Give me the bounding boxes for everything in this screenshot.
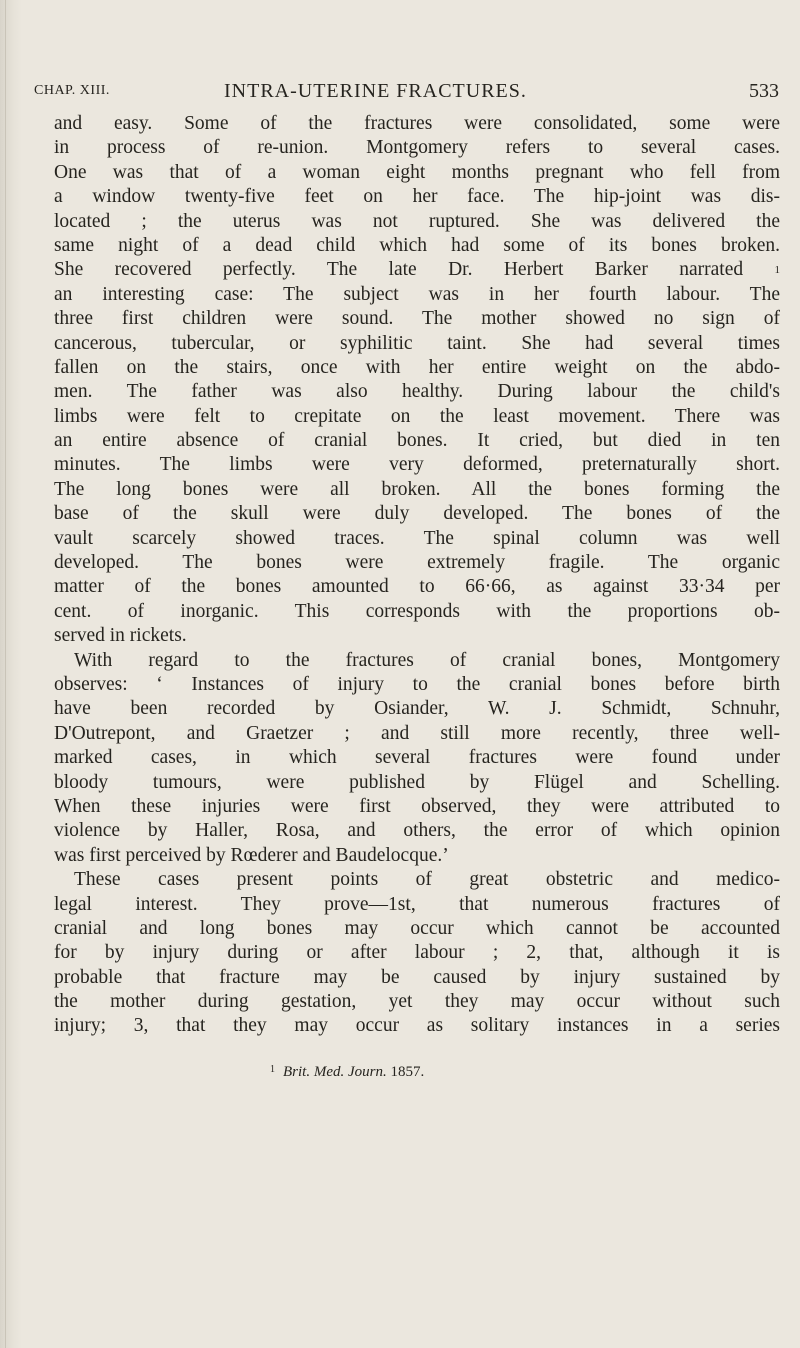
footnote-source: Brit. Med. Journ. (283, 1064, 387, 1080)
text-line: marked cases, in which several fractures were found under (54, 747, 780, 769)
text-line: matter of the bones amounted to 66·66, as against 33·34 per (54, 576, 780, 598)
text-line: bloody tumours, were published by Flügel and Schelling. (54, 771, 780, 793)
paragraph-start-line: These cases present points of great obstetric and medico- (74, 869, 780, 891)
text-line: three first children were sound. The mother showed no sign of (54, 308, 780, 330)
running-header (34, 80, 779, 106)
page-number: 533 (749, 80, 779, 102)
text-line: fallen on the stairs, once with her entire weight on the abdo- (54, 356, 780, 378)
body-text (54, 112, 780, 1039)
text-line: have been recorded by Osiander, W. J. Schmidt, Schnuhr, (54, 698, 780, 720)
text-line: for by injury during or after labour ; 2, that, although it is (54, 942, 780, 964)
text-line: men. The father was also healthy. During labour the child's (54, 381, 780, 403)
text-line: in process of re-union. Montgomery refers to several cases. (54, 137, 780, 159)
text-line: was first perceived by Rœderer and Baudelocque.’ (54, 844, 449, 866)
text-line: legal interest. They prove—1st, that numerous fractures of (54, 893, 780, 915)
text-line: cancerous, tubercular, or syphilitic taint. She had several times (54, 332, 780, 354)
footnote-year: 1857. (390, 1064, 425, 1080)
text-line: same night of a dead child which had some of its bones broken. (54, 234, 780, 256)
text-line: an entire absence of cranial bones. It cried, but died in ten (54, 430, 780, 452)
text-line: minutes. The limbs were very deformed, preternaturally short. (54, 454, 780, 476)
text-line: developed. The bones were extremely fragile. The organic (54, 552, 780, 574)
text-line: limbs were felt to crepitate on the least movement. There was (54, 405, 780, 427)
text-line: cent. of inorganic. This corresponds with the proportions ob- (54, 600, 780, 622)
page-edge-line (5, 0, 6, 1348)
chapter-label: CHAP. XIII. (34, 83, 110, 98)
text-line: observes: ‘ Instances of injury to the cranial bones before birth (54, 673, 780, 695)
page-binding-edge (0, 0, 22, 1348)
text-line: and easy. Some of the fractures were consolidated, some were (54, 113, 780, 134)
text-line: violence by Haller, Rosa, and others, the error of which opinion (54, 820, 780, 842)
text-line: a window twenty-five feet on her face. The hip-joint was dis- (54, 186, 780, 208)
text-line: served in rickets. (54, 625, 187, 647)
text-line: When these injuries were first observed, they were attributed to (54, 795, 780, 817)
footnote-marker: 1 (270, 1064, 275, 1075)
text-line: The long bones were all broken. All the bones forming the (54, 478, 780, 500)
running-title: INTRA-UTERINE FRACTURES. (224, 80, 527, 102)
footnote (270, 1064, 424, 1081)
text-line: vault scarcely showed traces. The spinal column was well (54, 527, 780, 549)
text-line: located ; the uterus was not ruptured. She was delivered the (54, 210, 780, 232)
text-line: injury; 3, that they may occur as solitary instances in a series (54, 1015, 780, 1037)
text-line: base of the skull were duly developed. The bones of the (54, 503, 780, 525)
paragraph-start-line: With regard to the fractures of cranial bones, Montgomery (74, 649, 780, 671)
text-line: probable that fracture may be caused by injury sustained by (54, 966, 780, 988)
footnote-reference: 1 (774, 264, 781, 277)
text-line: cranial and long bones may occur which cannot be accounted (54, 917, 780, 939)
text-line: D'Outrepont, and Graetzer ; and still more recently, three well- (54, 722, 780, 744)
text-line-content: She recovered perfectly. The late Dr. Herbert Barker narrated (54, 259, 744, 281)
text-line: the mother during gestation, yet they may occur without such (54, 991, 780, 1013)
text-line: an interesting case: The subject was in her fourth labour. The (54, 283, 780, 305)
text-line: One was that of a woman eight months pregnant who fell from (54, 161, 780, 183)
text-line-with-footnote-ref (54, 258, 780, 282)
